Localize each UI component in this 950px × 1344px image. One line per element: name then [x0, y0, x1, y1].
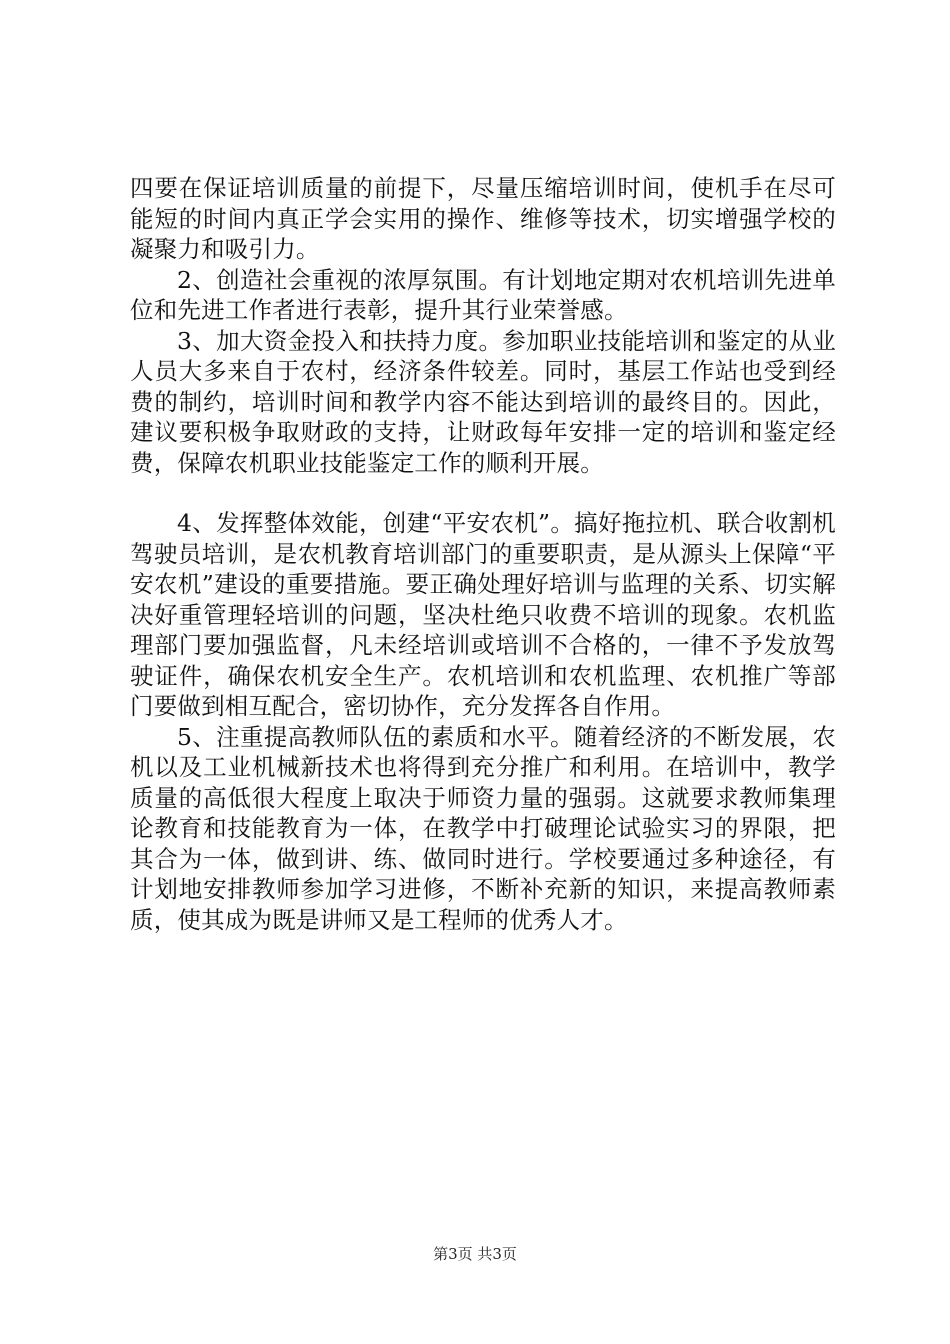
paragraph-item-3: 3、加大资金投入和扶持力度。参加职业技能培训和鉴定的从业人员大多来自于农村，经济条件较差。同时，基层工作站也受到经费的制约，培训时间和教学内容不能达到培训的最终目的。因此，建议要积极争取财政的支持，让财政每年安排一定的培训和鉴定经费，保障农机职业技能鉴定工作的顺利开展。	[130, 326, 836, 477]
paragraph-item-5: 5、注重提高教师队伍的素质和水平。随着经济的不断发展，农机以及工业机械新技术也将得到充分推广和利用。在培训中，教学质量的高低很大程度上取决于师资力量的强弱。这就要求教师集理论教育和技能教育为一体，在教学中打破理论试验实习的界限，把其合为一体，做到讲、练、做同时进行。学校要通过多种途径，有计划地安排教师参加学习进修，不断补充新的知识，来提高教师素质，使其成为既是讲师又是工程师的优秀人才。	[130, 722, 836, 934]
paragraph-item-2: 2、创造社会重视的浓厚氛围。有计划地定期对农机培训先进单位和先进工作者进行表彰，提升其行业荣誉感。	[130, 265, 836, 324]
paragraph-continuation: 四要在保证培训质量的前提下，尽量压缩培训时间，使机手在尽可能短的时间内真正学会实用的操作、维修等技术，切实增强学校的凝聚力和吸引力。	[130, 174, 836, 263]
document-body	[130, 173, 836, 935]
paragraph-item-4: 4、发挥整体效能，创建“平安农机”。搞好拖拉机、联合收割机驾驶员培训，是农机教育培训部门的重要职责，是从源头上保障“平安农机”建设的重要措施。要正确处理好培训与监理的关系、切实解决好重管理轻培训的问题，坚决杜绝只收费不培训的现象。农机监理部门要加强监督，凡未经培训或培训不合格的，一律不予发放驾驶证件，确保农机安全生产。农机培训和农机监理、农机推广等部门要做到相互配合，密切协作，充分发挥各自作用。	[130, 509, 836, 720]
page-number-footer: 第3页 共3页	[433, 1245, 517, 1263]
